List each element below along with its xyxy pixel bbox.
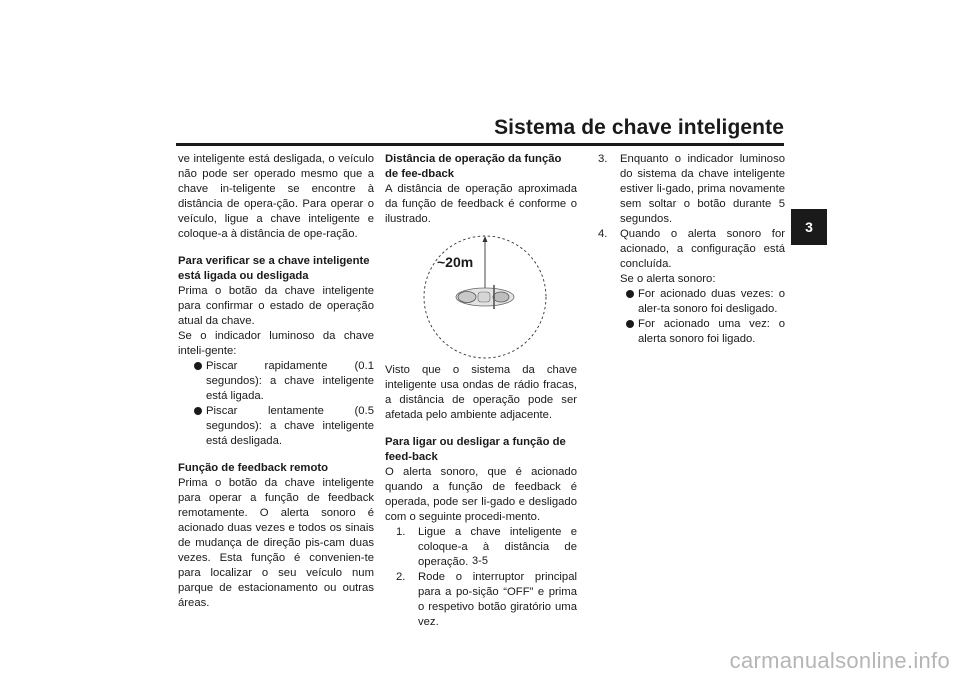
step-list [598, 152, 785, 287]
step-sub-intro: Se o alerta sonoro: [620, 273, 716, 285]
step-number: 2. [396, 571, 406, 583]
step-text: Rode o interruptor principal para a po-sição “OFF” e prima o respetivo botão giratório uma vez. [418, 571, 577, 628]
page-title: Sistema de chave inteligente [494, 116, 784, 139]
step-number: 3. [598, 153, 608, 165]
bullet-list [598, 287, 785, 347]
section-heading-check-key: Para verificar se a chave inteligente está ligada ou desligada [178, 255, 370, 282]
bullet-list [178, 359, 374, 449]
section-heading-remote-feedback: Função de feedback remoto [178, 462, 329, 474]
radius-arrowhead [483, 236, 488, 242]
step-item [396, 570, 577, 630]
header-rule [176, 143, 784, 146]
step-text: Quando o alerta sonoro for acionado, a configuração está concluída. [620, 228, 785, 270]
distance-illustration [410, 233, 560, 361]
motorcycle-icon [456, 285, 514, 309]
step-number: 1. [396, 526, 406, 538]
chapter-tab: 3 [791, 209, 827, 245]
paragraph: A distância de operação aproximada da função de feedback é conforme o ilustrado. [385, 183, 577, 225]
bullet-item: For acionado duas vezes: o aler-ta sonoro foi desligado. [628, 287, 785, 317]
paragraph: Visto que o sistema da chave inteligente usa ondas de rádio fracas, a distância de operação pode ser afetada pelo ambiente adjacente. [385, 364, 577, 421]
column-left [178, 152, 374, 611]
step-item [598, 152, 785, 227]
distance-label: ~20m [437, 254, 474, 270]
section-heading-operating-distance: Distância de operação da função de fee-dback [385, 153, 562, 180]
paragraph: ve inteligente está desligada, o veículo não pode ser operado mesmo que a chave in-teligente se encontre à distância de opera-ção. Para operar o veículo, ligue a chave inteligente e coloque-a à distância de ope-ração. [178, 153, 374, 240]
paragraph: Se o indicador luminoso da chave inteli-gente: [178, 330, 374, 357]
bullet-item: Piscar rapidamente (0.1 segundos): a chave inteligente está ligada. [196, 359, 374, 404]
section-heading-toggle-feedback: Para ligar ou desligar a função de feed-back [385, 436, 566, 463]
paragraph: Prima o botão da chave inteligente para confirmar o estado de operação atual da chave. [178, 285, 374, 327]
step-text: Ligue a chave inteligente e coloque-a à distância de operação. [418, 526, 577, 568]
column-right [598, 152, 785, 347]
page-number: 3-5 [472, 555, 488, 567]
step-item [598, 227, 785, 287]
range-diagram [410, 233, 560, 361]
step-text: Enquanto o indicador luminoso do sistema da chave inteligente estiver li-gado, prima novamente sem soltar o botão durante 5 segundos. [620, 153, 785, 225]
bullet-item: Piscar lentamente (0.5 segundos): a chave inteligente está desligada. [196, 404, 374, 449]
bullet-item: For acionado uma vez: o alerta sonoro foi ligado. [628, 317, 785, 347]
paragraph: O alerta sonoro, que é acionado quando a função de feedback é operada, pode ser li-gado e desligado com o seguinte procedi-mento. [385, 466, 577, 523]
step-number: 4. [598, 228, 608, 240]
paragraph: Prima o botão da chave inteligente para operar a função de feedback remotamente. O alerta sonoro é acionado duas vezes e todos os sinais de mudança de direção pis-cam duas vezes. Esta função é convenien-te para localizar o seu veículo num parque de estacionamento ou outras áreas. [178, 477, 374, 609]
step-list [385, 525, 577, 630]
watermark-text: carmanualsonline.info [729, 648, 950, 673]
